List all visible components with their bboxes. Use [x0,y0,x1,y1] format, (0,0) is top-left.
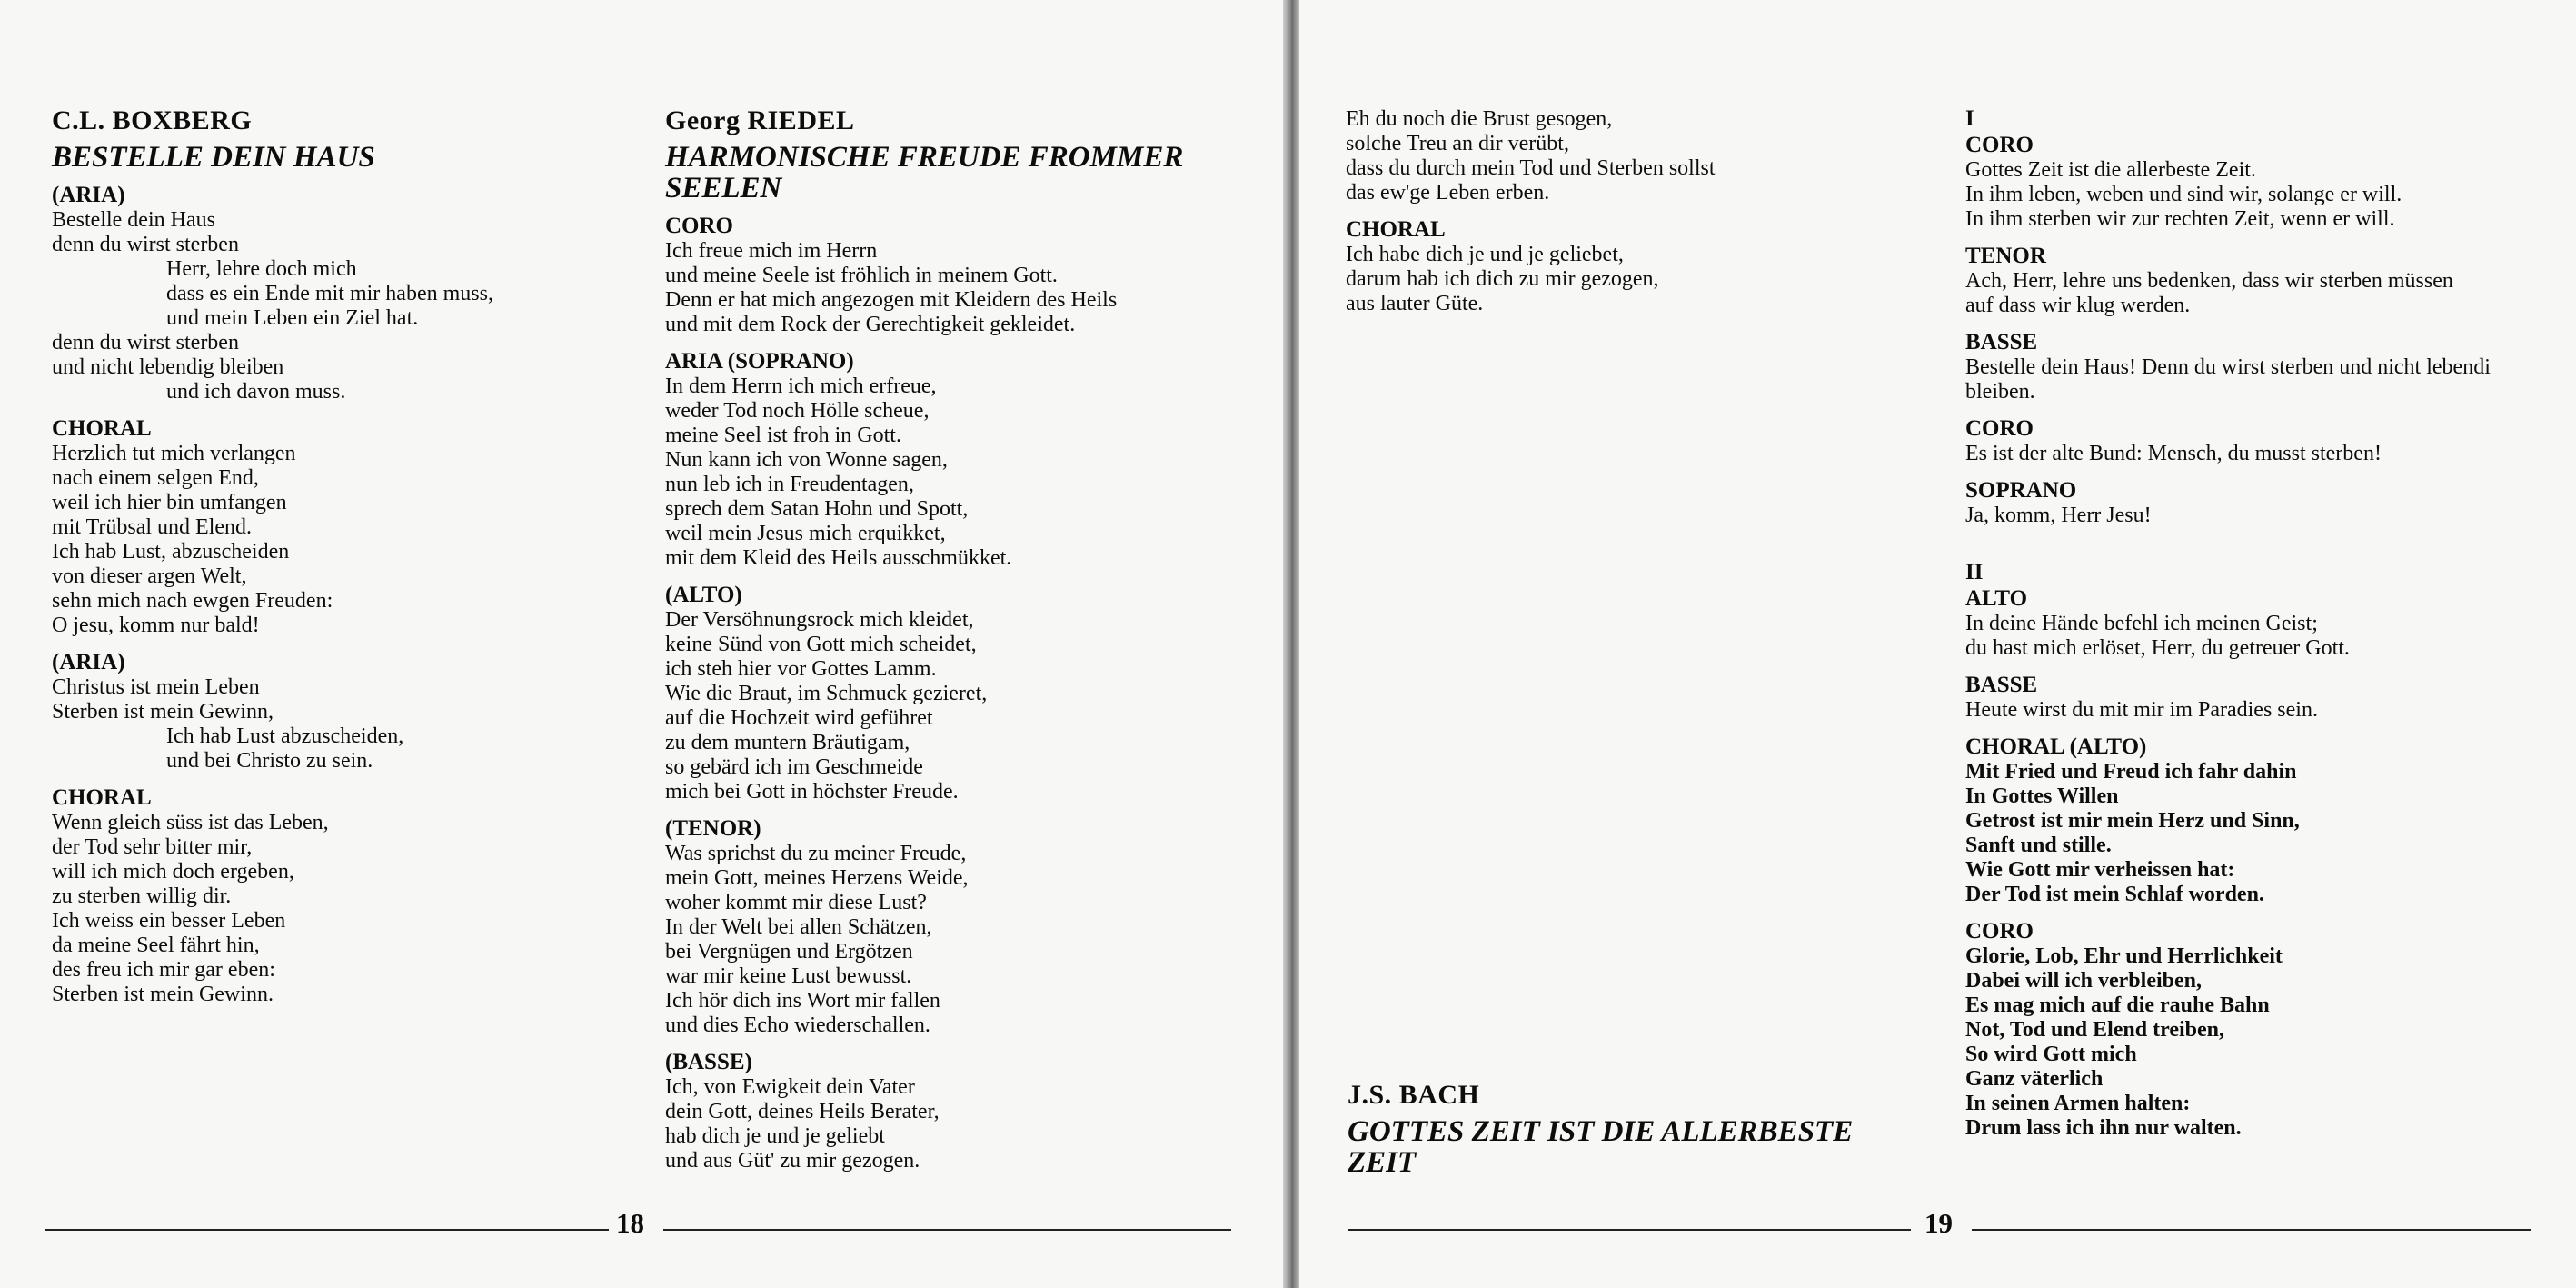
section-label: SOPRANO [1965,478,2077,503]
text-line: In deine Hände befehl ich meinen Geist; [1965,612,2318,635]
text-section [1965,477,2556,528]
text-line: mit Trübsal und Elend. [52,515,253,539]
column-boxberg [52,105,561,1007]
text-line: bleiben. [1965,380,2035,404]
text-line: Wie die Braut, im Schmuck gezieret, [665,682,988,705]
section-label: CORO [1965,919,2034,944]
text-line: Ich weiss ein besser Leben [52,909,286,933]
text-line: weil mein Jesus mich erquikket, [665,522,946,545]
text-line: du hast mich erlöset, Herr, du getreuer Gott. [1965,636,2350,660]
text-line: auf dass wir klug werden. [1965,294,2191,317]
text-section [1346,107,1855,205]
text-line: Sanft und stille. [1965,834,2112,857]
text-line: denn du wirst sterben [52,331,239,354]
text-section [665,1049,1228,1173]
section-label: (ALTO) [665,583,742,607]
text-line: Nun kann ich von Wonne sagen, [665,448,948,472]
text-line: das ew'ge Leben erben. [1346,181,1550,205]
text-section [1965,672,2556,723]
column-bach-text [1965,105,2556,1141]
text-line: nun leb ich in Freudentagen, [665,473,914,496]
text-line: Dabei will ich verbleiben, [1965,969,2202,993]
sections [1965,132,2556,528]
text-line: und nicht lebendig bleiben [52,355,284,379]
text-line: Ich freue mich im Herrn [665,239,878,263]
text-line: war mir keine Lust bewusst. [665,964,912,988]
composer-name: Georg RIEDEL [665,105,855,135]
section-label: CHORAL (ALTO) [1965,734,2147,759]
section-label: CORO [1965,133,2034,157]
sections [1346,107,1855,316]
section-label: (BASSE) [665,1050,752,1074]
page-number: 19 [1925,1207,1953,1239]
text-line: mit dem Kleid des Heils ausschmükket. [665,546,1012,570]
text-section [52,649,561,774]
text-line: Wie Gott mir verheissen hat: [1965,858,2235,882]
text-line: Was sprichst du zu meiner Freude, [665,842,967,865]
text-line: so gebärd ich im Geschmeide [665,755,923,779]
text-line: In Gottes Willen [1965,784,2119,808]
text-line: Es ist der alte Bund: Mensch, du musst sterben! [1965,442,2382,465]
text-line: Getrost ist mir mein Herz und Sinn, [1965,809,2300,833]
text-line: und ich davon muss. [166,380,346,404]
text-section [1346,216,1855,316]
column-riedel [665,105,1228,1173]
text-section [1965,132,2556,232]
text-section [1965,329,2556,404]
text-line: dass du durch mein Tod und Sterben sollst [1346,156,1716,180]
text-section [665,815,1228,1038]
text-line: weil ich hier bin umfangen [52,491,287,514]
section-label: (ARIA) [52,183,125,207]
text-line: der Tod sehr bitter mir, [52,835,253,859]
text-line: So wird Gott mich [1965,1043,2137,1066]
text-line: Drum lass ich ihn nur walten. [1965,1116,2242,1140]
text-line: keine Sünd von Gott mich scheidet, [665,633,977,656]
text-line: Ich, von Ewigkeit dein Vater [665,1075,915,1099]
text-line: Ich hab Lust abzuscheiden, [166,724,404,748]
section-label: CHORAL [52,785,152,810]
part-number: II [1965,560,1984,584]
footer-rule-left [45,1229,609,1231]
text-line: sehn mich nach ewgen Freuden: [52,589,333,613]
text-line: und dies Echo wiederschallen. [665,1013,930,1037]
work-title: GOTTES ZEIT IST DIE ALLERBESTE ZEIT [1348,1115,1854,1179]
section-label: ALTO [1965,586,2028,611]
text-line: Ja, komm, Herr Jesu! [1965,504,2152,527]
text-line: Herr, lehre doch mich [166,257,357,281]
text-line: da meine Seel fährt hin, [52,934,260,957]
text-section [52,182,561,404]
text-line: Denn er hat mich angezogen mit Kleidern des Heils [665,288,1118,312]
text-section [52,784,561,1007]
text-line: mich bei Gott in höchster Freude. [665,780,959,804]
section-label: TENOR [1965,244,2046,268]
section-label: CHORAL [1346,217,1446,242]
text-line: In dem Herrn ich mich erfreue, [665,374,937,398]
text-line: denn du wirst sterben [52,233,239,256]
text-line: und mit dem Rock der Gerechtigkeit gekleidet. [665,313,1076,336]
text-line: des freu ich mir gar eben: [52,958,275,982]
sections [52,182,561,1007]
left-page [0,0,1283,1288]
bach-heading [1348,1080,1856,1187]
column-bach-intro [1346,107,1855,316]
composer-name: J.S. BACH [1348,1080,1480,1110]
text-line: dein Gott, deines Heils Berater, [665,1100,940,1123]
text-line: Mit Fried und Freud ich fahr dahin [1965,760,2297,784]
text-line: Bestelle dein Haus! Denn du wirst sterben und nicht lebendi [1965,355,2491,379]
part-number: I [1965,106,1974,131]
footer-rule-left [1348,1229,1911,1231]
text-line: von dieser argen Welt, [52,564,247,588]
spacer [1965,528,2556,559]
text-line: und meine Seele ist fröhlich in meinem Gott. [665,264,1058,287]
text-line: auf die Hochzeit wird geführet [665,706,933,730]
text-section [1965,734,2556,907]
text-line: sprech dem Satan Hohn und Spott, [665,497,969,521]
text-line: dass es ein Ende mit mir haben muss, [166,282,493,305]
text-line: In seinen Armen halten: [1965,1092,2191,1115]
text-section [665,213,1228,337]
text-section [1965,585,2556,661]
text-line: ich steh hier vor Gottes Lamm. [665,657,937,681]
section-label: BASSE [1965,673,2038,697]
footer-rule-right [663,1229,1231,1231]
sections [665,213,1228,1173]
text-line: Herzlich tut mich verlangen [52,442,296,465]
text-line: Ach, Herr, lehre uns bedenken, dass wir sterben müssen [1965,269,2453,293]
text-line: weder Tod noch Hölle scheue, [665,399,930,423]
text-line: darum hab ich dich zu mir gezogen, [1346,267,1659,291]
section-label: (TENOR) [665,816,761,841]
text-section [52,415,561,638]
text-line: bei Vergnügen und Ergötzen [665,940,913,964]
text-line: Glorie, Lob, Ehr und Herrlichkeit [1965,944,2283,968]
text-line: In ihm leben, weben und sind wir, solange er will. [1965,183,2402,206]
text-line: woher kommt mir diese Lust? [665,891,927,914]
text-line: Ich habe dich je und je geliebet, [1346,243,1624,266]
text-line: In ihm sterben wir zur rechten Zeit, wenn er will. [1965,207,2395,231]
text-line: In der Welt bei allen Schätzen, [665,915,932,939]
text-line: Wenn gleich süss ist das Leben, [52,811,329,834]
text-line: Der Tod ist mein Schlaf worden. [1965,883,2264,906]
section-label: ARIA (SOPRANO) [665,349,854,374]
page-number: 18 [616,1207,644,1239]
text-line: Es mag mich auf die rauhe Bahn [1965,993,2270,1017]
section-label: BASSE [1965,330,2038,354]
text-line: O jesu, komm nur bald! [52,614,260,637]
text-section [1965,243,2556,318]
text-line: Not, Tod und Elend treiben, [1965,1018,2224,1042]
section-label: CORO [1965,416,2034,441]
text-line: Gottes Zeit ist die allerbeste Zeit. [1965,158,2256,182]
text-line: Christus ist mein Leben [52,675,260,699]
sections [1965,585,2556,1141]
text-line: aus lauter Güte. [1346,292,1484,315]
text-section [665,348,1228,571]
text-line: hab dich je und je geliebt [665,1124,885,1148]
text-line: Sterben ist mein Gewinn. [52,983,274,1006]
text-line: Sterben ist mein Gewinn, [52,700,274,724]
work-title: BESTELLE DEIN HAUS [52,141,375,174]
text-line: Ganz väterlich [1965,1067,2104,1091]
text-section [665,582,1228,804]
text-line: und mein Leben ein Ziel hat. [166,306,419,330]
text-line: Ich hör dich ins Wort mir fallen [665,989,940,1013]
text-section [1965,415,2556,466]
text-line: Eh du noch die Brust gesogen, [1346,107,1613,131]
text-line: Ich hab Lust, abzuscheiden [52,540,290,564]
text-line: will ich mich doch ergeben, [52,860,294,884]
footer-rule-right [1972,1229,2531,1231]
section-label: CORO [665,214,733,238]
text-line: Bestelle dein Haus [52,208,215,232]
work-title: HARMONISCHE FREUDE FROMMER SEELEN [665,141,1184,205]
composer-name: C.L. BOXBERG [52,105,253,135]
text-line: solche Treu an dir verübt, [1346,132,1569,155]
text-line: und bei Christo zu sein. [166,749,373,773]
text-line: zu dem muntern Bräutigam, [665,731,910,754]
section-label: CHORAL [52,416,152,441]
text-section [1965,918,2556,1141]
text-line: nach einem selgen End, [52,466,259,490]
text-line: meine Seel ist froh in Gott. [665,424,901,447]
text-line: zu sterben willig dir. [52,884,232,908]
text-line: Heute wirst du mit mir im Paradies sein. [1965,698,2318,722]
text-line: Der Versöhnungsrock mich kleidet, [665,608,974,632]
book-gutter [1283,0,1299,1288]
right-page [1299,0,2576,1288]
section-label: (ARIA) [52,650,125,674]
text-line: und aus Güt' zu mir gezogen. [665,1149,920,1173]
text-line: mein Gott, meines Herzens Weide, [665,866,969,890]
